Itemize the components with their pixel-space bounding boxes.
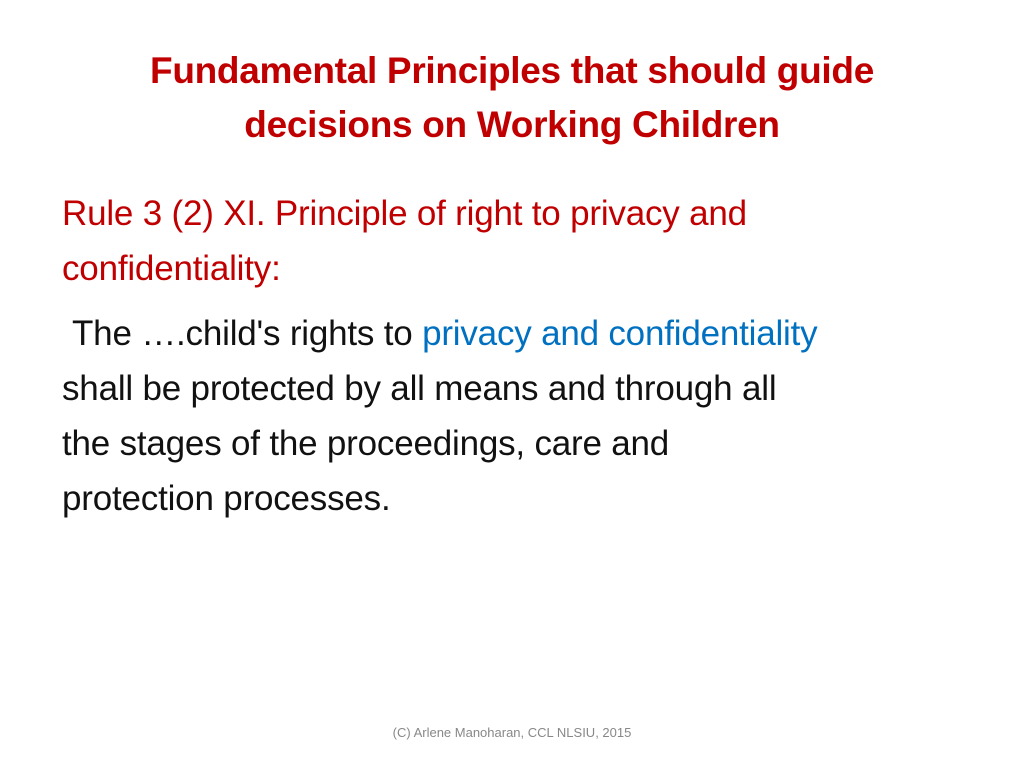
rule-heading-line-2: confidentiality: xyxy=(62,249,281,288)
copyright-footer: (C) Arlene Manoharan, CCL NLSIU, 2015 xyxy=(392,725,632,740)
slide-title-line-2: decisions on Working Children xyxy=(244,104,780,145)
slide-body xyxy=(62,186,992,526)
rule-heading-line-1: Rule 3 (2) XI. Principle of right to privacy and xyxy=(62,194,747,233)
paragraph-line-1-text: The ….child's rights to xyxy=(72,314,423,353)
paragraph-line-1 xyxy=(62,306,992,361)
paragraph-line-4: protection processes. xyxy=(62,479,391,518)
rule-heading xyxy=(62,186,992,296)
slide-title xyxy=(90,44,934,152)
paragraph-line-3: the stages of the proceedings, care and xyxy=(62,424,670,463)
paragraph-line-2: shall be protected by all means and through all xyxy=(62,369,777,408)
slide-title-line-1: Fundamental Principles that should guide xyxy=(150,50,874,91)
privacy-confidentiality-highlight: privacy and confidentiality xyxy=(422,314,818,353)
principle-paragraph xyxy=(62,306,992,526)
